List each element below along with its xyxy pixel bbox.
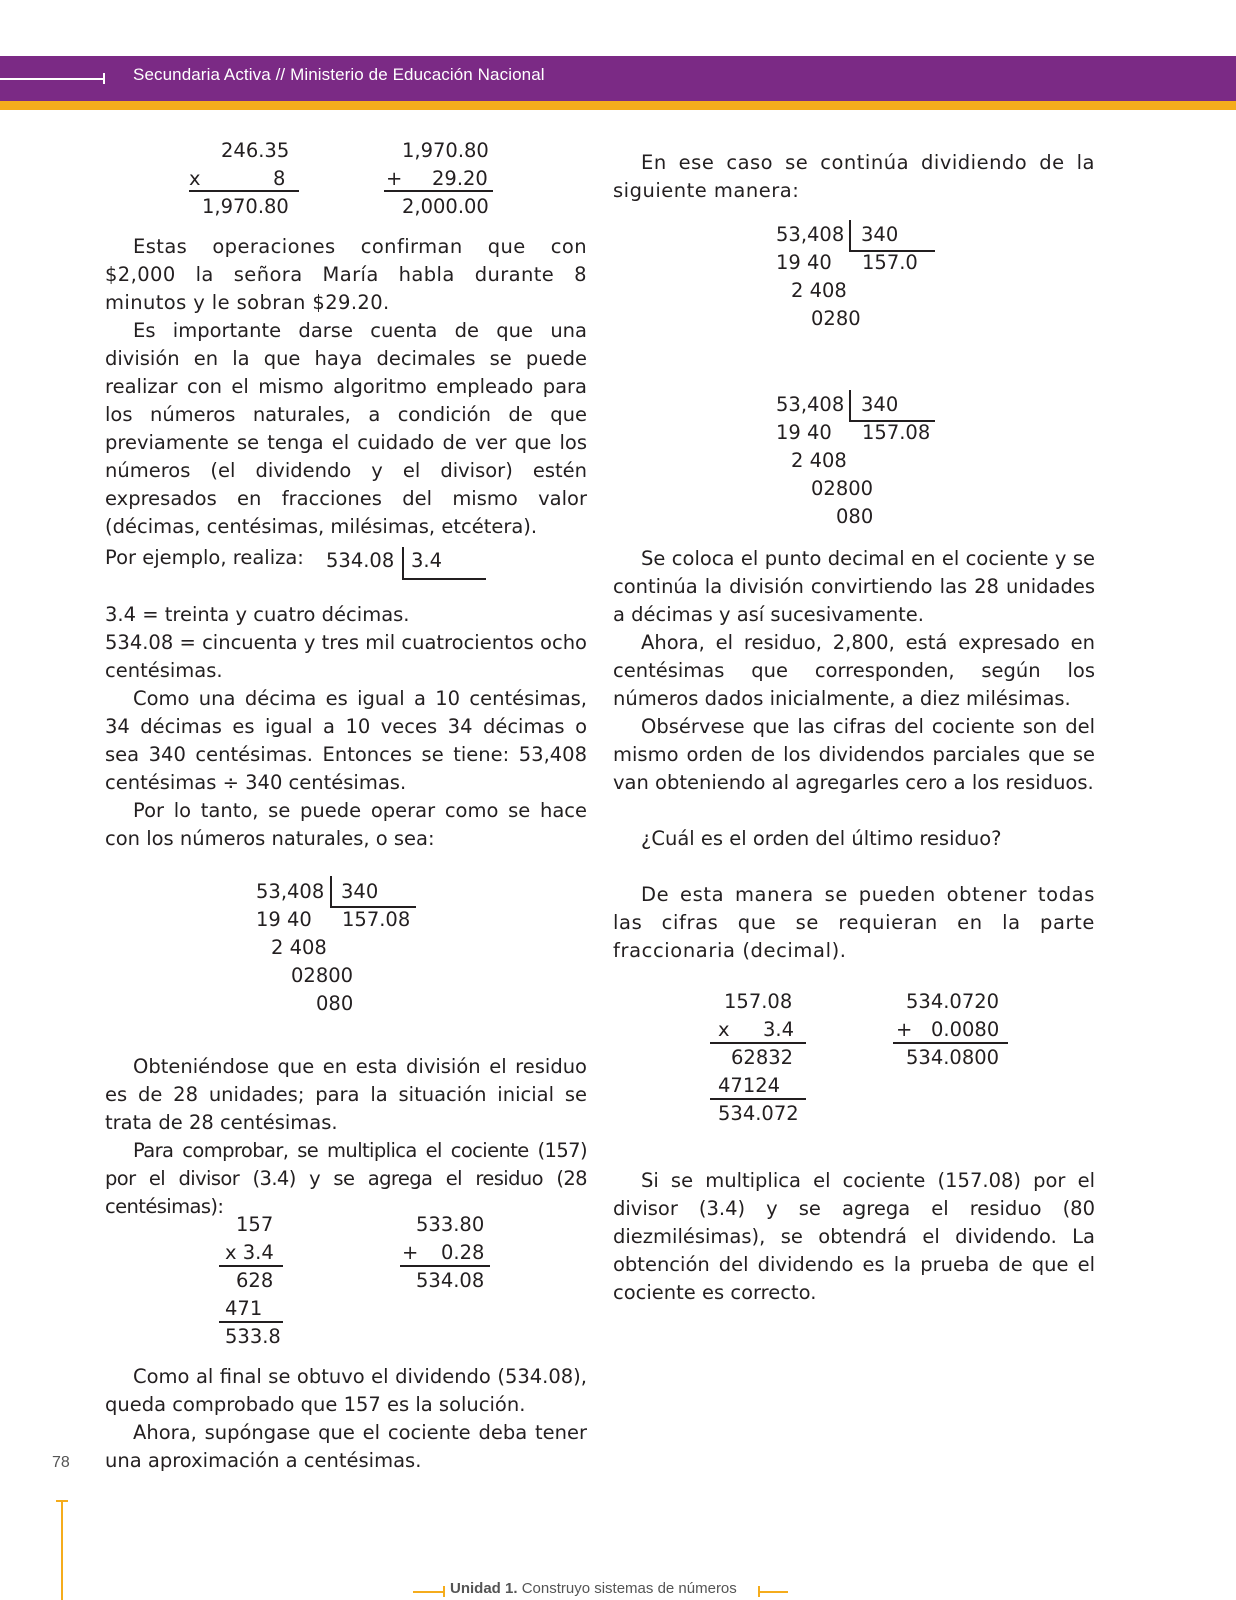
- calc-line: 3.4: [763, 1018, 795, 1041]
- division-divisor: 340: [861, 393, 899, 416]
- division-quotient: 157.0: [862, 251, 918, 274]
- division-bracket: [849, 390, 851, 421]
- header-rule-tick: [103, 73, 105, 84]
- calc-result: 534.0800: [906, 1046, 1000, 1069]
- paragraph: Como una décima es igual a 10 centésimas, 34 décimas es igual a 10 veces 34 décimas o sea 340 centésimas. Entonces se tiene: 53,408 centésimas ÷ 340 centésimas.: [105, 687, 587, 794]
- page-header: [0, 56, 1236, 110]
- calc-result: 533.8: [225, 1325, 281, 1348]
- division-bracket-rule: [402, 578, 486, 580]
- calc-line: 29.20: [432, 167, 488, 190]
- calc-operator: x: [189, 167, 201, 190]
- division-bracket: [849, 220, 851, 251]
- division-partial: 2 408: [791, 279, 847, 302]
- division-dividend: 53,408: [256, 880, 325, 903]
- paragraph: Obsérvese que las cifras del cociente son del mismo orden de los dividendos parciales que se van obteniendo al agregarles cero a los residuos.: [613, 715, 1095, 794]
- calc-line: 628: [236, 1269, 274, 1292]
- calc-line: 47124: [718, 1074, 781, 1097]
- division-quotient: 157.08: [342, 908, 411, 931]
- calc-operator: +: [402, 1241, 419, 1264]
- footer-unit: Unidad 1.: [450, 1580, 518, 1597]
- calc-line: 157: [236, 1213, 274, 1236]
- division-partial: 2 408: [791, 449, 847, 472]
- calc-line: 157.08: [724, 990, 793, 1013]
- calc-line: 62832: [731, 1046, 794, 1069]
- footer-rule-left-tick: [443, 1586, 445, 1597]
- calc-operator: +: [386, 167, 403, 190]
- paragraph: En ese caso se continúa dividiendo de la siguiente manera:: [613, 151, 1095, 202]
- calc-line: 0.0080: [931, 1018, 1000, 1041]
- division-partial: 02800: [291, 964, 354, 987]
- calc-line: 471: [225, 1297, 263, 1320]
- calc-line: 533.80: [416, 1213, 485, 1236]
- example-dividend: 534.08: [326, 549, 395, 572]
- division-remainder: 080: [836, 505, 874, 528]
- calc-line: 1,970.80: [402, 139, 489, 162]
- calc-operator: +: [896, 1018, 913, 1041]
- calc-line: 246.35: [221, 139, 290, 162]
- paragraph: 3.4 = treinta y cuatro décimas.: [105, 603, 410, 626]
- paragraph: De esta manera se pueden obtener todas las cifras que se requieran en la parte fraccionaria (decimal).: [613, 883, 1095, 962]
- calc-line: 0.28: [441, 1241, 485, 1264]
- paragraph: Obteniéndose que en esta división el residuo es de 28 unidades; para la situación inicial se trata de 28 centésimas.: [105, 1055, 587, 1134]
- paragraph: Ahora, el residuo, 2,800, está expresado en centésimas que corresponden, según los números dados inicialmente, a diez milésimas.: [613, 631, 1095, 710]
- paragraph: Es importante darse cuenta de que una división en la que haya decimales se puede realizar con el mismo algoritmo empleado para los números naturales, a condición de que previamente se tenga el cuidado de ver que los números (el dividendo y el divisor) estén expresados en fracciones del mismo valor (décimas, centésimas, milésimas, etcétera).: [105, 319, 587, 538]
- margin-rule: [61, 1500, 63, 1600]
- footer-rule-right: [760, 1591, 788, 1593]
- calc-result: 534.072: [718, 1102, 799, 1125]
- footer-rule-left: [413, 1591, 443, 1593]
- paragraph: Estas operaciones confirman que con $2,000 la señora María habla durante 8 minutos y le sobran $29.20.: [105, 235, 587, 314]
- division-remainder: 0280: [811, 307, 861, 330]
- division-quotient: 157.08: [862, 421, 931, 444]
- paragraph: 534.08 = cincuenta y tres mil cuatrocientos ocho centésimas.: [105, 631, 587, 682]
- division-divisor: 340: [341, 880, 379, 903]
- example-divisor: 3.4: [411, 549, 443, 572]
- division-bracket: [330, 876, 332, 907]
- division-bracket: [402, 547, 404, 579]
- calc-line: x 3.4: [225, 1241, 274, 1264]
- footer-text: [450, 1580, 737, 1597]
- calc-result: 534.08: [416, 1269, 485, 1292]
- division-partial: 2 408: [271, 936, 327, 959]
- paragraph: Si se multiplica el cociente (157.08) por el divisor (3.4) y se agrega el residuo (80 diezmilésimas), se obtendrá el dividendo. La obtención del dividendo es la prueba de que el cociente es correcto.: [613, 1169, 1095, 1304]
- division-dividend: 53,408: [776, 393, 845, 416]
- division-remainder: 080: [316, 992, 354, 1015]
- footer-title: Construyo sistemas de números: [521, 1580, 737, 1597]
- header-rule: [0, 78, 104, 80]
- margin-rule-tick: [56, 1500, 68, 1502]
- calc-rule: [189, 190, 299, 192]
- division-partial: 02800: [811, 477, 874, 500]
- division-dividend: 53,408: [776, 223, 845, 246]
- division-partial: 19 40: [776, 421, 832, 444]
- paragraph: Por lo tanto, se puede operar como se hace con los números naturales, o sea:: [105, 799, 587, 850]
- division-partial: 19 40: [776, 251, 832, 274]
- calc-rule: [384, 190, 493, 192]
- example-label: Por ejemplo, realiza:: [105, 546, 304, 569]
- division-divisor: 340: [861, 223, 899, 246]
- calc-line: 8: [273, 167, 286, 190]
- header-title: Secundaria Activa // Ministerio de Educación Nacional: [133, 65, 545, 84]
- calc-operator: x: [718, 1018, 730, 1041]
- calc-line: 534.0720: [906, 990, 1000, 1013]
- page-number: 78: [52, 1454, 70, 1471]
- paragraph: Se coloca el punto decimal en el cociente y se continúa la división convirtiendo las 28 unidades a décimas y así sucesivamente.: [613, 547, 1095, 626]
- page-footer: [410, 1578, 810, 1600]
- paragraph: Como al final se obtuvo el dividendo (534.08), queda comprobado que 157 es la solución.: [105, 1365, 587, 1416]
- paragraph: Para comprobar, se multiplica el cociente (157) por el divisor (3.4) y se agrega el residuo (28 centésimas):: [105, 1139, 587, 1218]
- question: ¿Cuál es el orden del último residuo?: [641, 827, 1002, 850]
- calc-result: 2,000.00: [402, 195, 489, 218]
- division-partial: 19 40: [256, 908, 312, 931]
- header-accent-band: [0, 101, 1236, 110]
- calc-result: 1,970.80: [202, 195, 289, 218]
- paragraph: Ahora, supóngase que el cociente deba tener una aproximación a centésimas.: [105, 1421, 587, 1472]
